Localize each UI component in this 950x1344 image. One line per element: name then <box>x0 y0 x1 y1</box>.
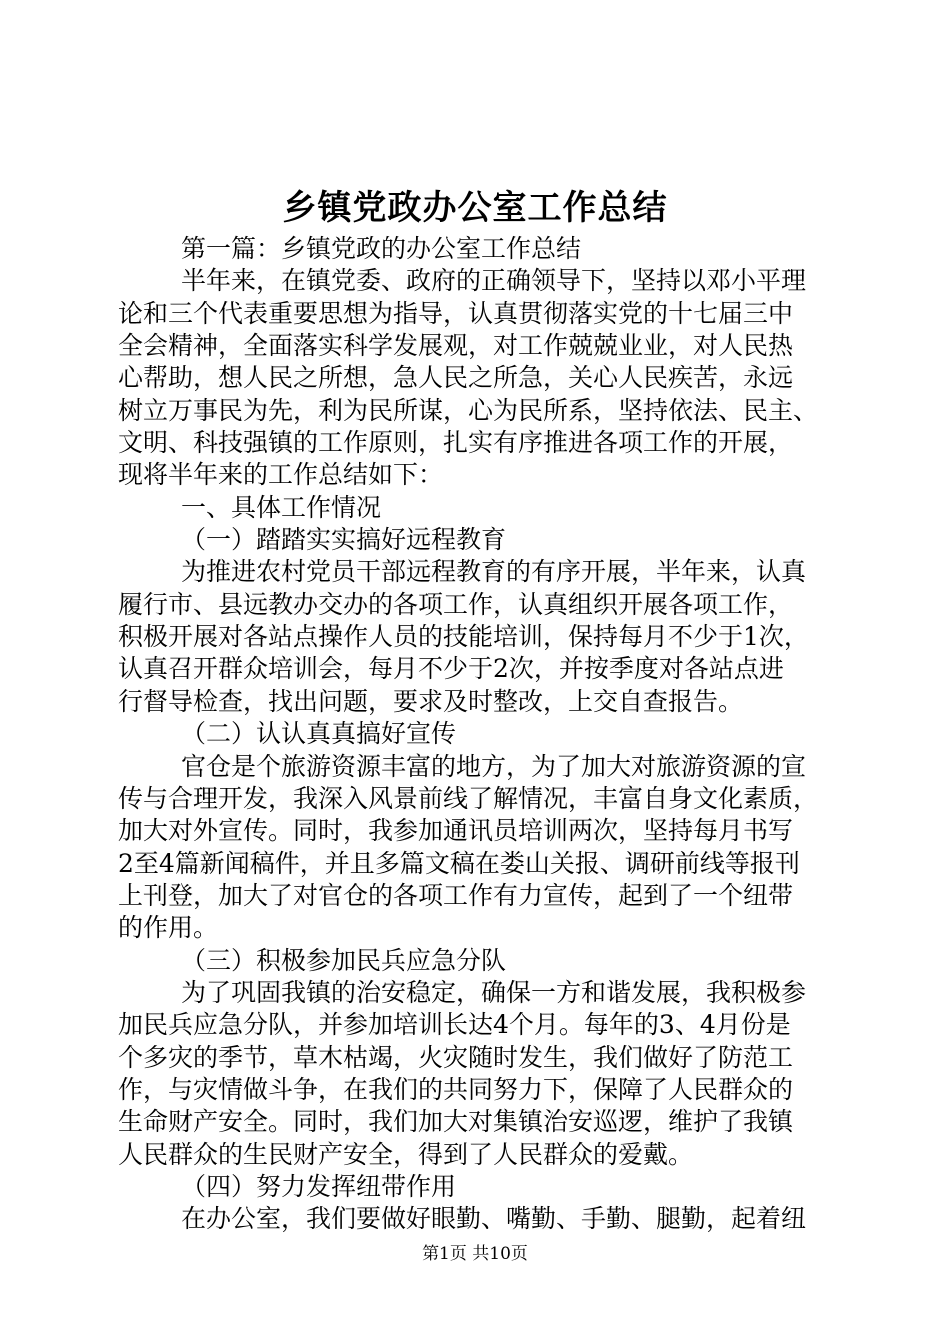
paragraph-line: 为了巩固我镇的治安稳定，确保一方和谐发展，我积极参 <box>181 977 807 1007</box>
paragraph-line: 上刊登，加大了对官仓的各项工作有力宣传，起到了一个纽带 <box>118 880 794 910</box>
paragraph-line: 积极开展对各站点操作人员的技能培训，保持每月不少于1次， <box>118 622 809 652</box>
paragraph-line: 树立万事民为先，利为民所谋，心为民所系，坚持依法、民主、 <box>118 395 819 425</box>
paragraph-line: 心帮助，想人民之所想，急人民之所急，关心人民疾苦，永远 <box>118 363 794 393</box>
document-body <box>118 233 838 1236</box>
paragraph-line: 行督导检查，找出问题，要求及时整改，上交自查报告。 <box>118 686 744 716</box>
paragraph-line: 加民兵应急分队，并参加培训长达4个月。每年的3、4月份是 <box>118 1010 791 1040</box>
paragraph-line: 文明、科技强镇的工作原则，扎实有序推进各项工作的开展， <box>118 428 794 458</box>
document-title: 乡镇党政办公室工作总结 <box>282 188 668 228</box>
subsection-heading: （四）努力发挥纽带作用 <box>181 1171 457 1201</box>
paragraph-line: 认真召开群众培训会，每月不少于2次，并按季度对各站点进 <box>118 654 784 684</box>
paragraph-line: 全会精神，全面落实科学发展观，对工作兢兢业业，对人民热 <box>118 331 794 361</box>
subsection-heading: （三）积极参加民兵应急分队 <box>181 945 507 975</box>
subsection-heading: （二）认认真真搞好宣传 <box>181 719 457 749</box>
paragraph-line: 传与合理开发，我深入风景前线了解情况，丰富自身文化素质， <box>118 783 819 813</box>
paragraph-line: 半年来，在镇党委、政府的正确领导下，坚持以邓小平理 <box>181 266 807 296</box>
section-heading: 第一篇：乡镇党政的办公室工作总结 <box>181 234 582 263</box>
paragraph-line: 生命财产安全。同时，我们加大对集镇治安巡逻，维护了我镇 <box>118 1107 794 1137</box>
paragraph-line: 论和三个代表重要思想为指导，认真贯彻落实党的十七届三中 <box>118 298 794 328</box>
paragraph-line: 加大对外宣传。同时，我参加通讯员培训两次，坚持每月书写 <box>118 816 794 846</box>
paragraph-line: 在办公室，我们要做好眼勤、嘴勤、手勤、腿勤，起着纽 <box>181 1204 807 1234</box>
paragraph-line: 为推进农村党员干部远程教育的有序开展，半年来，认真 <box>181 557 807 587</box>
paragraph-line: 履行市、县远教办交办的各项工作，认真组织开展各项工作， <box>118 589 794 619</box>
paragraph-line: 的作用。 <box>118 913 219 943</box>
paragraph-line: 现将半年来的工作总结如下： <box>118 460 444 490</box>
paragraph-line: 个多灾的季节，草木枯竭，火灾随时发生，我们做好了防范工 <box>118 1042 794 1072</box>
paragraph-line: 作，与灾情做斗争，在我们的共同努力下，保障了人民群众的 <box>118 1074 794 1104</box>
subsection-heading: （一）踏踏实实搞好远程教育 <box>181 525 507 555</box>
page-number-footer: 第1页 共10页 <box>422 1244 528 1264</box>
paragraph-line: 2至4篇新闻稿件，并且多篇文稿在娄山关报、调研前线等报刊 <box>118 848 800 878</box>
paragraph-line: 人民群众的生民财产安全，得到了人民群众的爱戴。 <box>118 1139 694 1169</box>
section-heading: 一、具体工作情况 <box>181 492 382 522</box>
paragraph-line: 官仓是个旅游资源丰富的地方，为了加大对旅游资源的宣 <box>181 751 807 781</box>
